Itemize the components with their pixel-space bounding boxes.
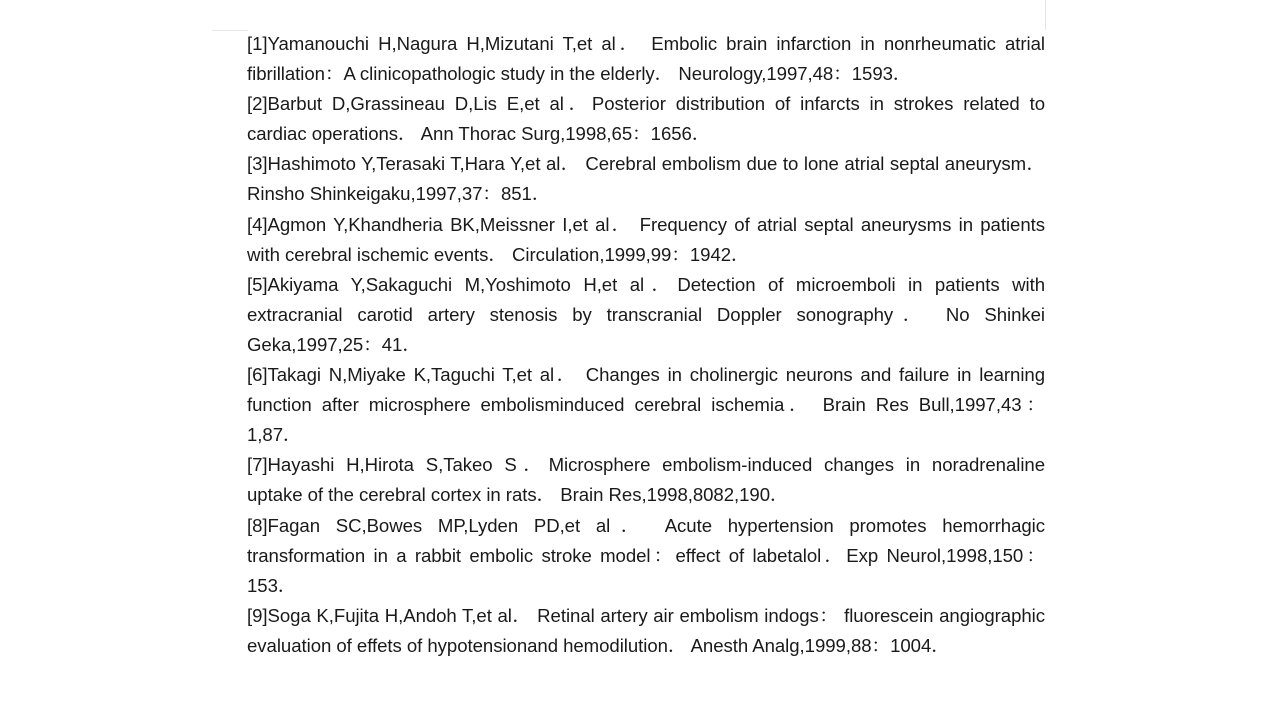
reference-item-7: [7]Hayashi H,Hirota S,Takeo S．Microsphere embolism-induced changes in noradrenaline uptake of the cerebral cortex in rats． Brain Res,1998,8082,190． (247, 454, 1045, 506)
reference-item-4: [4]Agmon Y,Khandheria BK,Meissner I,et al． Frequency of atrial septal aneurysms in patients with cerebral ischemic events． Circulation,1999,99：1942． (247, 213, 1045, 265)
page-corner-mark-right (1045, 0, 1046, 30)
reference-item-2: [2]Barbut D,Grassineau D,Lis E,et al．Posterior distribution of infarcts in strokes related to cardiac operations． Ann Thorac Surg,1998,65：1656． (247, 93, 1045, 145)
reference-item-6: [6]Takagi N,Miyake K,Taguchi T,et al． Changes in cholinergic neurons and failure in learning function after microsphere embolisminduced cerebral ischemia． Brain Res Bull,1997,43：1,87． (247, 364, 1045, 446)
page-corner-mark-top (212, 30, 248, 31)
reference-item-8: [8]Fagan SC,Bowes MP,Lyden PD,et al． Acute hypertension promotes hemorrhagic transformation in a rabbit embolic stroke model：effect of labetalol．Exp Neurol,1998,150：153． (247, 514, 1045, 596)
reference-item-5: [5]Akiyama Y,Sakaguchi M,Yoshimoto H,et al．Detection of microemboli in patients with extracranial carotid artery stenosis by transcranial Doppler sonography． No Shinkei Geka,1997,25：41． (247, 273, 1045, 355)
reference-item-3: [3]Hashimoto Y,Terasaki T,Hara Y,et al． Cerebral embolism due to lone atrial septal aneurysm． Rinsho Shinkeigaku,1997,37：851． (247, 153, 1045, 205)
reference-item-9: [9]Soga K,Fujita H,Andoh T,et al． Retinal artery air embolism indogs： fluorescein angiographic evaluation of effets of hypotensionand hemodilution． Anesth Analg,1999,88：1004． (247, 604, 1045, 656)
reference-list (247, 29, 1045, 661)
reference-item-1: [1]Yamanouchi H,Nagura H,Mizutani T,et al． Embolic brain infarction in nonrheumatic atrial fibrillation：A clinicopathologic study in the elderly． Neurology,1997,48：1593． (247, 33, 1045, 85)
